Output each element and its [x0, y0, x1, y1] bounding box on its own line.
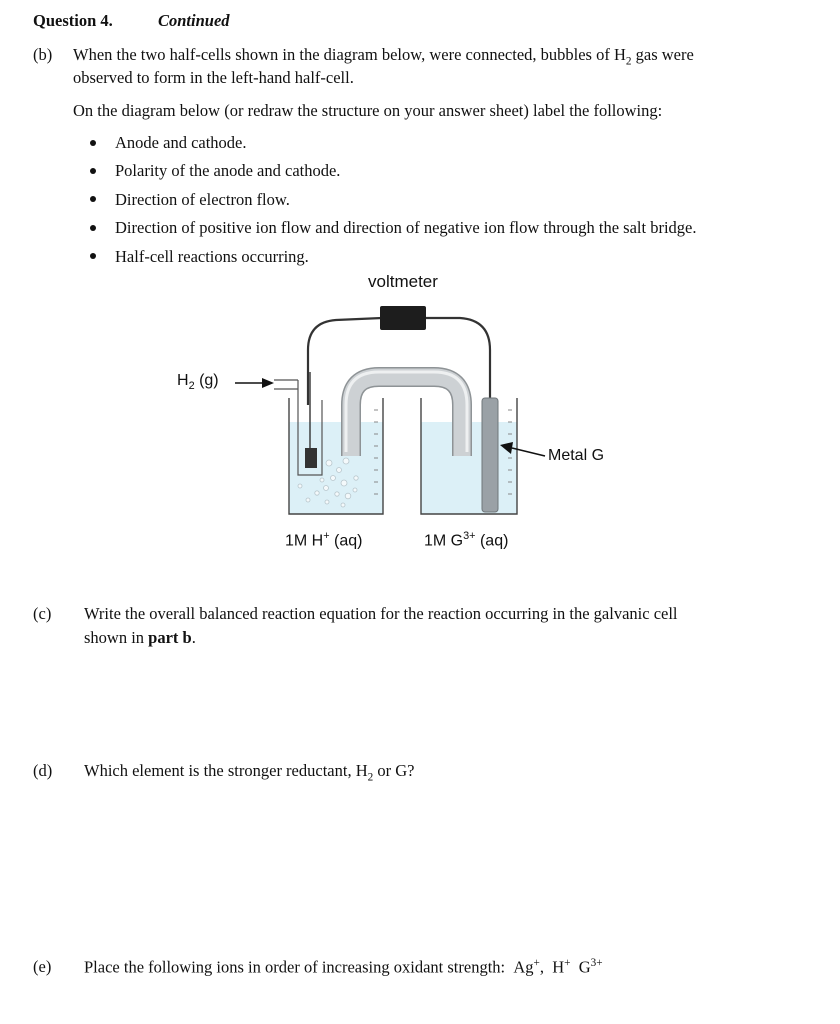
- part-e-question: Place the following ions in order of increasing oxidant strength: Ag+, H+ $G^{3+}$: [84, 957, 603, 977]
- left-solution: [289, 422, 383, 514]
- continued-label: Continued: [158, 11, 230, 30]
- h2-arrow-head: [262, 378, 274, 388]
- part-c-line1: Write the overall balanced reaction equation for the reaction occurring in the galvanic cell: [84, 604, 678, 623]
- platinum-electrode: [305, 448, 317, 468]
- question-number: Question 4.: [33, 11, 113, 30]
- bullet-item: Half-cell reactions occurring.: [115, 247, 309, 266]
- bullet-item: Direction of electron flow.: [115, 190, 290, 209]
- metal-g-electrode: [482, 398, 498, 512]
- part-c-line2: shown in part b.: [84, 628, 196, 647]
- part-b-instruction: On the diagram below (or redraw the structure on your answer sheet) label the following:: [73, 101, 663, 120]
- bullet-item: Polarity of the anode and cathode.: [115, 161, 341, 180]
- bullet-item: Direction of positive ion flow and direction of negative ion flow through the salt bridge.: [115, 218, 697, 237]
- right-solution-label: 1M $G^{3+}$ (aq): [424, 530, 509, 550]
- part-e-marker: (e): [33, 957, 52, 976]
- part-c-marker: (c): [33, 604, 52, 623]
- part-d-question: Which element is the stronger reductant, $H_2$ or G?: [84, 761, 415, 784]
- part-b-line2: observed to form in the left-hand half-cell.: [73, 68, 354, 87]
- voltmeter-label: voltmeter: [368, 272, 438, 291]
- voltmeter-box: [380, 306, 426, 330]
- part-b-marker: (b): [33, 45, 53, 64]
- part-d-marker: (d): [33, 761, 53, 780]
- part-b-line1: When the two half-cells shown in the diagram below, were connected, bubbles of $H_2$ gas were: [73, 45, 694, 68]
- bullet-item: Anode and cathode.: [115, 133, 247, 152]
- h2-gas-label: $H_2$ (g): [177, 372, 219, 393]
- left-solution-label: 1M H+ (aq): [285, 530, 363, 550]
- metal-g-label: Metal G: [548, 447, 605, 464]
